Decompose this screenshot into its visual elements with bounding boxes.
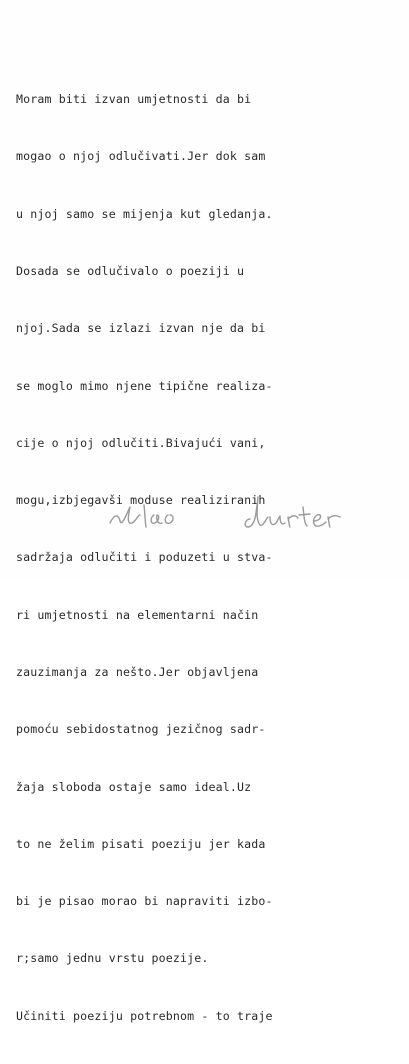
text-line: zauzimanja za nešto.Jer objavljena bbox=[16, 665, 259, 679]
text-line: sadržaja odlučiti i poduzeti u stva- bbox=[16, 550, 273, 565]
typewritten-text bbox=[16, 52, 401, 1064]
text-line: mogu,izbjegavši moduse realiziranih bbox=[16, 493, 266, 508]
text-line: Učiniti poeziju potrebnom - to traje bbox=[16, 1008, 273, 1023]
text-line: žaja sloboda ostaje samo ideal.Uz bbox=[16, 779, 252, 794]
text-line: u njoj samo se mijenja kut gledanja. bbox=[16, 206, 273, 221]
text-line: Moram biti izvan umjetnosti da bi bbox=[16, 92, 252, 107]
text-line: bi je pisao morao bi napraviti izbo- bbox=[16, 894, 273, 909]
text-line: mogao o njoj odlučivati.Jer dok sam bbox=[16, 149, 266, 164]
text-line: se moglo mimo njene tipične realiza- bbox=[16, 378, 273, 393]
text-line: cije o njoj odlučiti.Bivajući vani, bbox=[16, 435, 266, 450]
text-line: to ne želim pisati poeziju jer kada bbox=[16, 836, 266, 851]
text-line: Dosada se odlučivalo o poeziji u bbox=[16, 264, 245, 279]
handwritten-signature bbox=[100, 485, 380, 545]
text-line: pomoću sebidostatnog jezičnog sadr- bbox=[16, 722, 266, 737]
text-line: r;samo jednu vrstu poezije. bbox=[16, 951, 209, 966]
text-line: ri umjetnosti na elementarni način bbox=[16, 607, 259, 622]
text-line: njoj.Sada se izlazi izvan nje da bi bbox=[16, 321, 266, 336]
